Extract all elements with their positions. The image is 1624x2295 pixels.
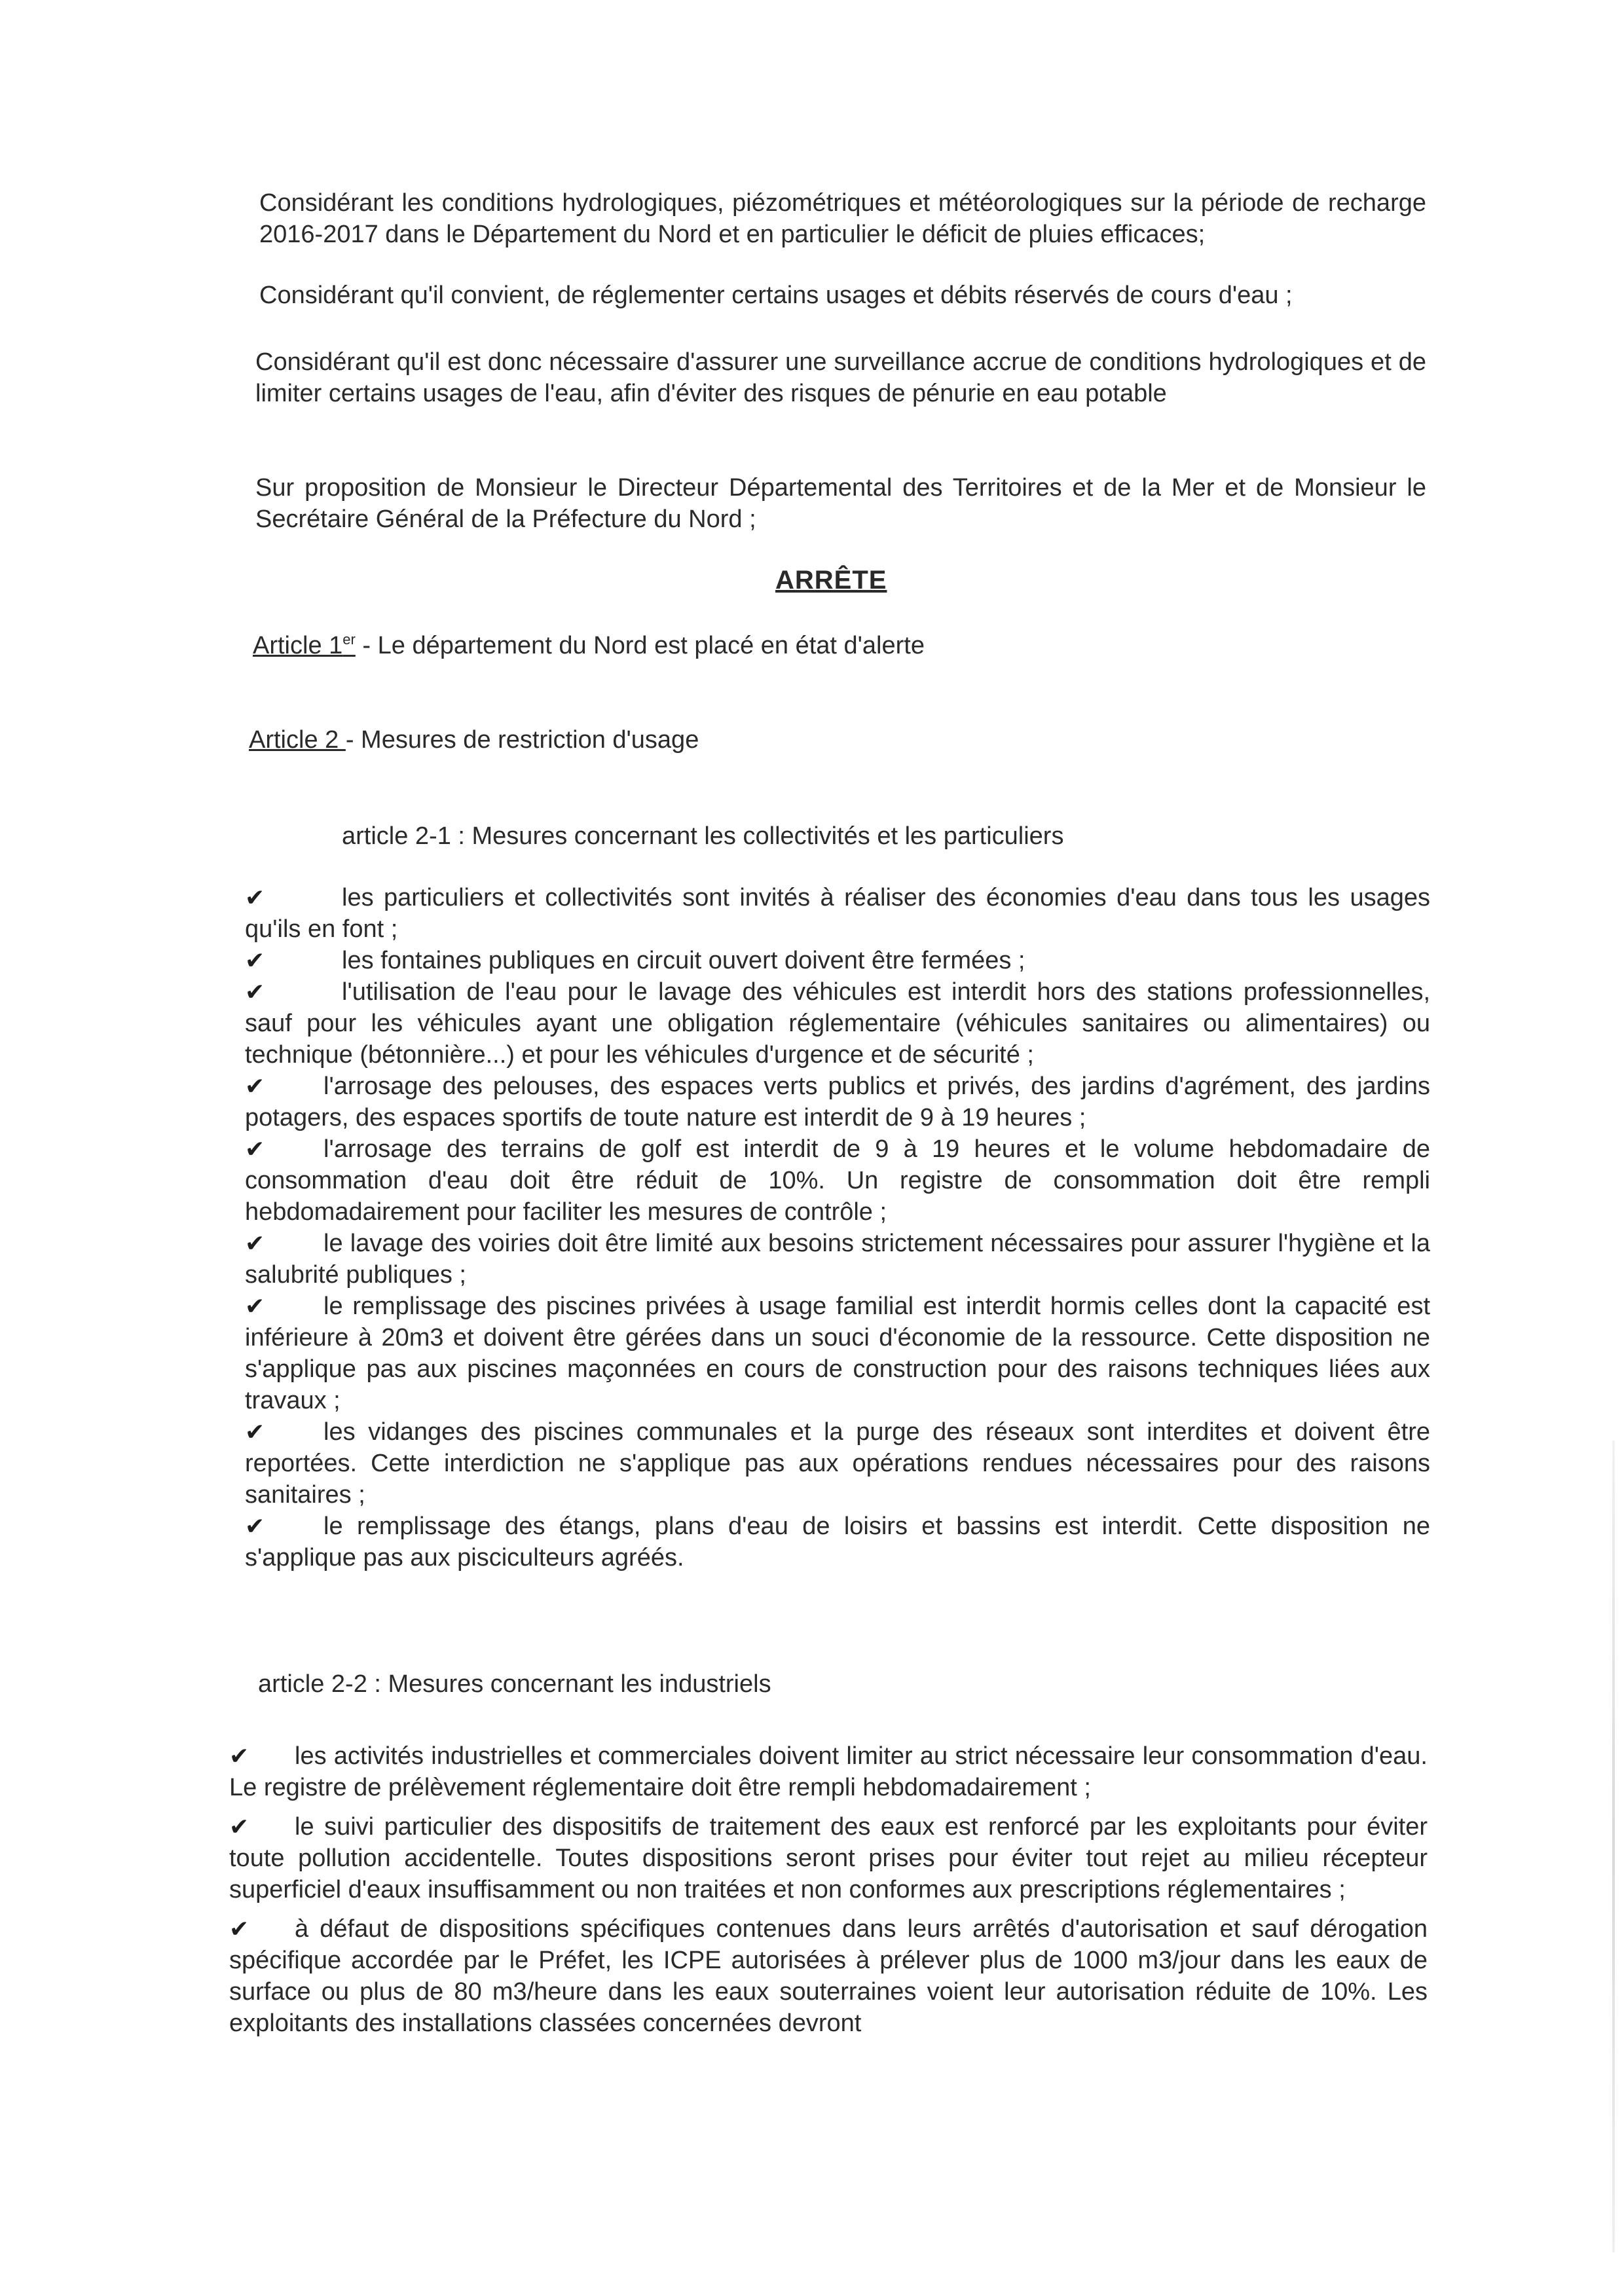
checkmark-icon: ✔ (229, 1813, 249, 1840)
checkmark-icon: ✔ (245, 1418, 265, 1445)
list-item: ✔ le remplissage des étangs, plans d'eau de loisirs et bassins est interdit. Cette disposition ne s'applique pas aux pisciculteurs agréés. (245, 1511, 1430, 1573)
list-item: ✔ le lavage des voiries doit être limité aux besoins strictement nécessaires pour assurer l'hygiène et la salubrité publiques ; (245, 1228, 1430, 1291)
checkmark-icon: ✔ (245, 1513, 265, 1539)
list-item: ✔ les activités industrielles et commerciales doivent limiter au strict nécessaire leur consommation d'eau. Le registre de prélèvement réglementaire doit être rempli hebdomadairement ; (229, 1740, 1428, 1803)
list-item: ✔ l'arrosage des terrains de golf est interdit de 9 à 19 heures et le volume hebdomadaire de consommation d'eau doit être réduit de 10%. Un registre de consommation doit être rempli hebdomadairement pour faciliter les mesures de contrôle ; (245, 1133, 1430, 1228)
considerant-paragraph-2: Considérant qu'il convient, de réglementer certains usages et débits réservés de cours d'eau ; (259, 282, 1293, 309)
checkmark-icon: ✔ (245, 1135, 265, 1162)
considerant-paragraph-1: Considérant les conditions hydrologiques, piézométriques et météorologiques sur la période de recharge 2016-2017 dans le Département du Nord et en particulier le déficit de pluies efficaces; (259, 189, 1426, 248)
article-2-1-list (245, 882, 1430, 1573)
checkmark-icon: ✔ (245, 978, 265, 1005)
arrete-heading: ARRÊTE (775, 566, 887, 595)
article-2-2-list (229, 1740, 1428, 2039)
scan-edge-shadow (1612, 1441, 1615, 2252)
article-2-2-title: article 2-2 : Mesures concernant les industriels (258, 1670, 771, 1698)
list-item: ✔ les particuliers et collectivités sont invités à réaliser des économies d'eau dans tous les usages qu'ils en font ; (245, 882, 1430, 945)
article-2 (249, 724, 1428, 756)
checkmark-icon: ✔ (245, 1293, 265, 1319)
checkmark-icon: ✔ (245, 884, 265, 911)
article-1-label: Article 1er (253, 631, 356, 659)
list-item: ✔ à défaut de dispositions spécifiques contenues dans leurs arrêtés d'autorisation et sauf dérogation spécifique accordée par le Préfet, les ICPE autorisées à prélever plus de 1000 m3/jour dans les eaux de surface ou plus de 80 m3/heure dans les eaux souterraines voient leur autorisation réduite de 10%. Les exploitants des installations classées concernées devront (229, 1913, 1428, 2039)
checkmark-icon: ✔ (245, 947, 265, 974)
article-2-label: Article 2 (249, 726, 346, 754)
list-item: ✔ le suivi particulier des dispositifs de traitement des eaux est renforcé par les exploitants pour éviter toute pollution accidentelle. Toutes dispositions seront prises pour éviter tout rejet au milieu récepteur superficiel d'eaux insuffisamment ou non traitées et non conformes aux prescriptions réglementaires ; (229, 1811, 1428, 1905)
checkmark-icon: ✔ (245, 1230, 265, 1257)
list-item: ✔ l'utilisation de l'eau pour le lavage des véhicules est interdit hors des stations professionnelles, sauf pour les véhicules ayant une obligation réglementaire (véhicules sanitaires ou alimentaires) ou technique (bétonnière...) et pour les véhicules d'urgence et de sécurité ; (245, 976, 1430, 1071)
article-1 (253, 630, 1431, 661)
considerant-paragraph-3: Considérant qu'il est donc nécessaire d'assurer une surveillance accrue de conditions hydrologiques et de limiter certains usages de l'eau, afin d'éviter des risques de pénurie en eau potable (255, 348, 1426, 407)
list-item: ✔ les fontaines publiques en circuit ouvert doivent être fermées ; (245, 945, 1430, 976)
checkmark-icon: ✔ (229, 1915, 249, 1942)
proposition-paragraph: Sur proposition de Monsieur le Directeur Départemental des Territoires et de la Mer et de Monsieur le Secrétaire Général de la Préfecture du Nord ; (255, 474, 1426, 533)
article-2-1-title: article 2-1 : Mesures concernant les collectivités et les particuliers (342, 822, 1064, 850)
checkmark-icon: ✔ (229, 1742, 249, 1769)
article-2-text: - Mesures de restriction d'usage (345, 726, 699, 754)
list-item: ✔ le remplissage des piscines privées à usage familial est interdit hormis celles dont la capacité est inférieure à 20m3 et doivent être gérées dans un souci d'économie de la ressource. Cette disposition ne s'applique pas aux piscines maçonnées en cours de construction pour des raisons techniques liées aux travaux ; (245, 1291, 1430, 1416)
checkmark-icon: ✔ (245, 1073, 265, 1099)
list-item: ✔ les vidanges des piscines communales et la purge des réseaux sont interdites et doivent être reportées. Cette interdiction ne s'applique pas aux opérations rendues nécessaires pour des raisons sanitaires ; (245, 1416, 1430, 1511)
article-1-text: - Le département du Nord est placé en état d'alerte (355, 632, 925, 659)
list-item: ✔ l'arrosage des pelouses, des espaces verts publics et privés, des jardins d'agrément, des jardins potagers, des espaces sportifs de toute nature est interdit de 9 à 19 heures ; (245, 1071, 1430, 1133)
